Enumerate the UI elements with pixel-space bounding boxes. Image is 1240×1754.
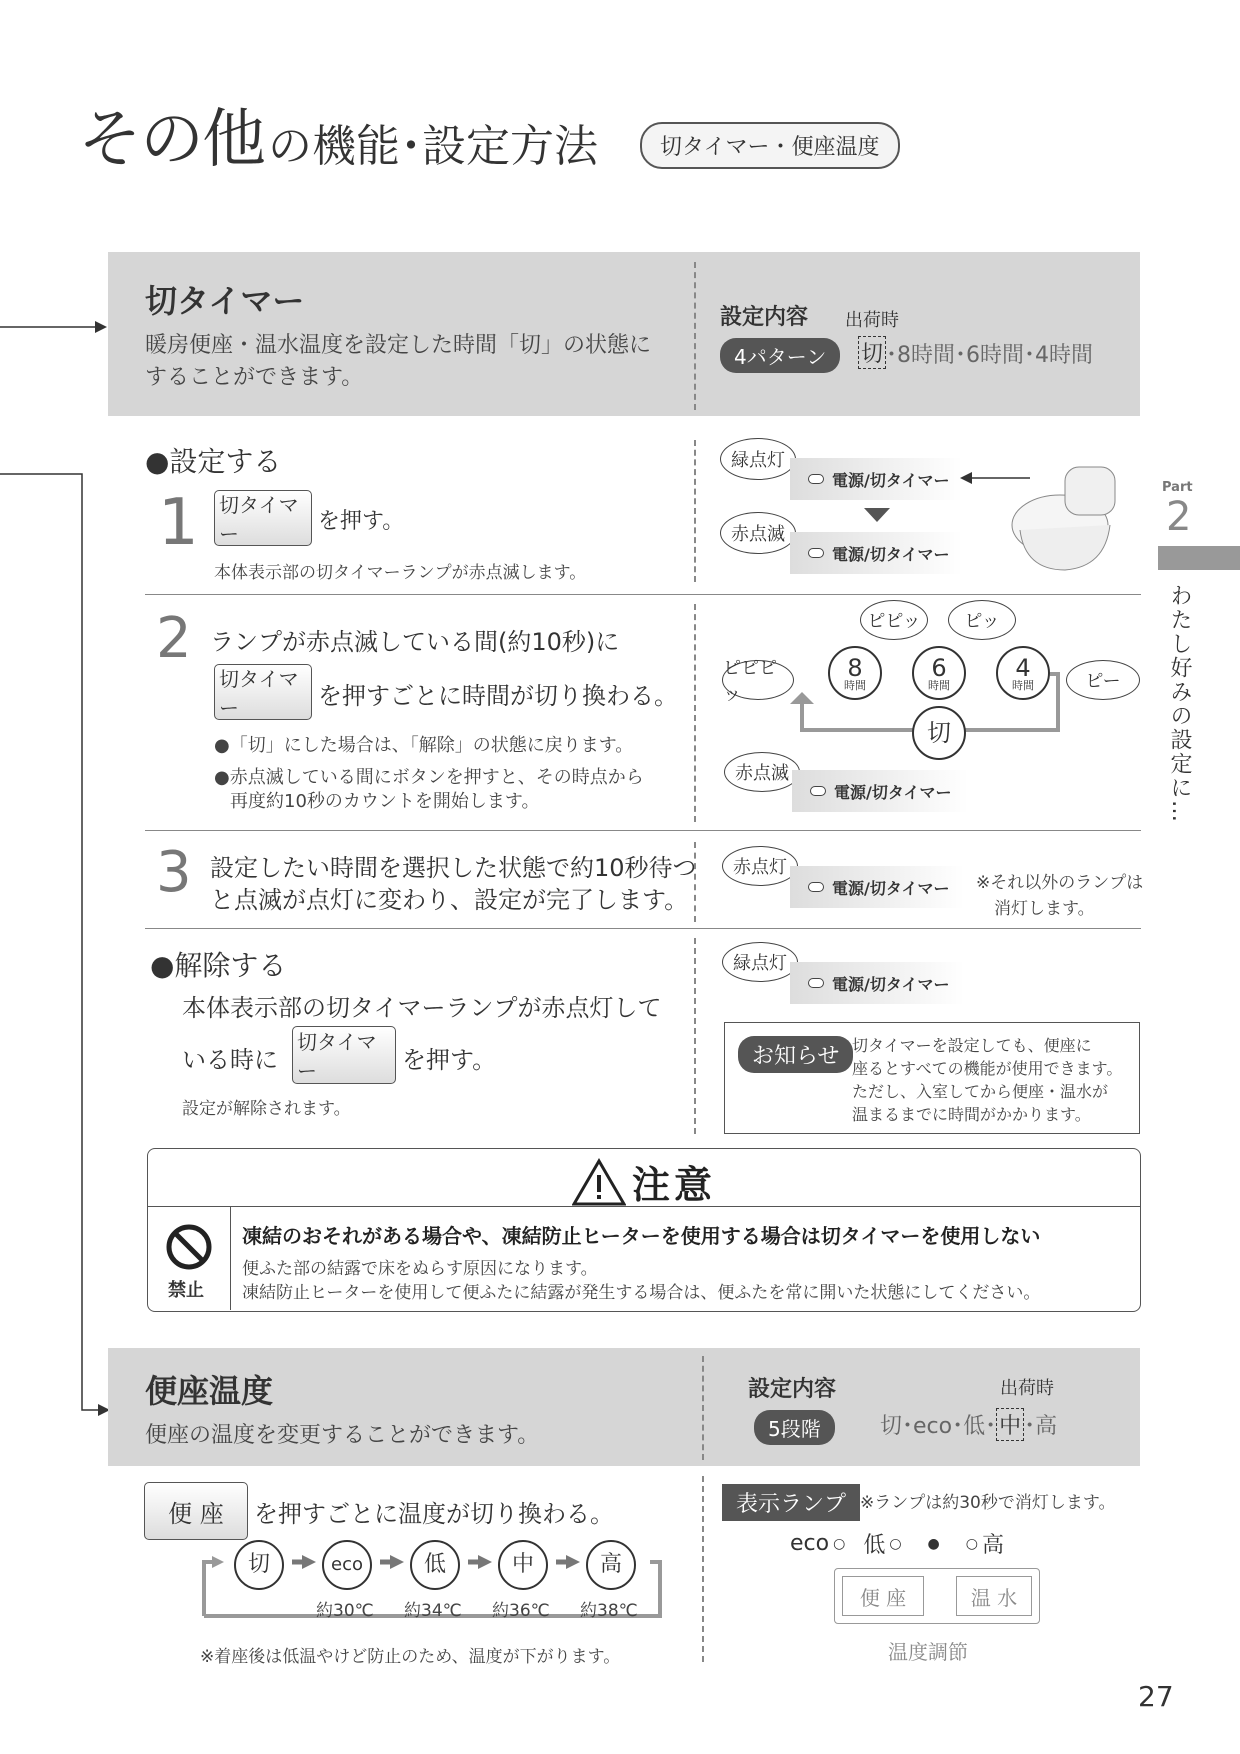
step-2-bullet1: ●「切」にした場合は、「解除」の状態に戻ります。 bbox=[214, 735, 634, 756]
divider bbox=[694, 938, 696, 1134]
divider bbox=[694, 842, 696, 922]
lamp-row bbox=[790, 1528, 1004, 1559]
cycle-8h-num: 8 bbox=[847, 653, 863, 682]
flow-arrows bbox=[0, 300, 120, 1420]
lamp-off-icon: ○ bbox=[889, 1535, 902, 1552]
caution-sub1: 便ふた部の結露で床をぬらす原因になります。 bbox=[242, 1259, 598, 1279]
seat-opt-default: 中 bbox=[996, 1408, 1024, 1441]
seat-temp-button: 便 座 bbox=[842, 1576, 924, 1616]
lamp-on-icon: ● bbox=[927, 1535, 940, 1552]
seat-desc: 便座の温度を変更することができます。 bbox=[145, 1423, 540, 1448]
release-line1: 本体表示部の切タイマーランプが赤点灯して bbox=[182, 994, 662, 1022]
warning-triangle-icon bbox=[572, 1158, 626, 1206]
divider bbox=[694, 262, 696, 410]
part-number: 2 bbox=[1166, 494, 1192, 540]
notice-text bbox=[852, 1034, 1122, 1126]
timer-desc-2: することができます。 bbox=[145, 365, 364, 390]
caution-sub2: 凍結防止ヒーターを使用して便ふたに結露が発生する場合は、便ふたを常に開いた状態にしてください。 bbox=[242, 1283, 1041, 1303]
divider bbox=[694, 440, 696, 582]
hours-unit: 時間 bbox=[844, 678, 866, 692]
cycle-off: 切 bbox=[912, 706, 966, 760]
timer-setting-label: 設定内容 bbox=[720, 305, 809, 330]
step-1-number: 1 bbox=[158, 486, 199, 560]
lamp-bar-3 bbox=[792, 770, 968, 812]
lamp-off-icon: ○ bbox=[833, 1535, 846, 1552]
temp-adjust-label: 温度調節 bbox=[888, 1640, 968, 1664]
step-1-note: 本体表示部の切タイマーランプが赤点滅します。 bbox=[214, 563, 587, 583]
seat-footnote: ※着座後は低温やけど防止のため、温度が下がります。 bbox=[200, 1647, 621, 1667]
lamp-high-label: 高 bbox=[981, 1533, 1004, 1558]
divider bbox=[702, 1476, 704, 1662]
set-heading: ●設定する bbox=[145, 445, 282, 478]
seat-opt-post: ･高 bbox=[1024, 1414, 1058, 1439]
lamp-low-label: 低 bbox=[863, 1533, 886, 1558]
lamp-label: 電源/切タイマー bbox=[832, 544, 950, 564]
side-tab-bar bbox=[1158, 546, 1240, 570]
seat-levels-badge: 5段階 bbox=[754, 1410, 835, 1445]
temp-low: 約34℃ bbox=[404, 1601, 462, 1621]
seat-cycle-high: 高 bbox=[586, 1540, 636, 1590]
seat-step-text: を押すごとに温度が切り換わる。 bbox=[254, 1500, 614, 1528]
red-blink-bubble-2: 赤点滅 bbox=[724, 752, 800, 792]
step-2-line2: を押すごとに時間が切り換わる。 bbox=[318, 682, 678, 710]
lamp-label: 電源/切タイマー bbox=[832, 974, 950, 994]
lamp-label: 電源/切タイマー bbox=[832, 878, 950, 898]
water-temp-button: 温 水 bbox=[956, 1576, 1032, 1616]
red-on-bubble: 赤点灯 bbox=[722, 846, 798, 886]
step-2-bullet2a: ●赤点滅している間にボタンを押すと、その時点から bbox=[214, 767, 644, 788]
release-heading: ●解除する bbox=[150, 949, 287, 982]
step-2-line1: ランプが赤点滅している間(約10秒)に bbox=[210, 628, 620, 656]
caution-main: 凍結のおそれがある場合や、凍結防止ヒーターを使用する場合は切タイマーを使用しない bbox=[242, 1224, 1041, 1248]
timer-key-step2: 切タイマー bbox=[214, 664, 312, 720]
other-lamps-note-1: ※それ以外のランプは bbox=[976, 873, 1144, 893]
seat-cycle-low: 低 bbox=[410, 1540, 460, 1590]
seat-key: 便 座 bbox=[144, 1482, 248, 1540]
step-2-bullet2b: 再度約10秒のカウントを開始します。 bbox=[230, 791, 540, 812]
notice-line: 温まるまでに時間がかかります。 bbox=[852, 1105, 1091, 1124]
cycle-8h bbox=[828, 646, 882, 700]
release-note: 設定が解除されます。 bbox=[182, 1099, 351, 1119]
divider bbox=[702, 1356, 704, 1460]
seat-options bbox=[880, 1408, 1057, 1441]
hours-unit: 時間 bbox=[1012, 678, 1034, 692]
notice-line: 座るとすべての機能が使用できます。 bbox=[852, 1059, 1123, 1078]
seat-opt-pre: 切･eco･低･ bbox=[880, 1414, 997, 1439]
rule bbox=[145, 830, 1141, 831]
divider bbox=[694, 604, 696, 822]
caution-title-wrap bbox=[572, 1154, 716, 1209]
sound-bubble-pipipit: ピピピッ bbox=[722, 660, 794, 700]
lamp-blink-icon bbox=[810, 786, 826, 796]
lamp-icon bbox=[808, 474, 824, 484]
lamp-blink-icon bbox=[808, 548, 824, 558]
side-vertical-text: わたし好みの設定に… bbox=[1167, 584, 1192, 824]
timer-key-release: 切タイマー bbox=[292, 1026, 396, 1084]
release-line2b: を押す。 bbox=[402, 1046, 497, 1074]
step-1-text: を押す。 bbox=[318, 509, 405, 534]
seat-cycle-off: 切 bbox=[234, 1540, 284, 1590]
hours-unit: 時間 bbox=[928, 678, 950, 692]
other-lamps-note-2: 消灯します。 bbox=[994, 899, 1095, 919]
step-3-number: 3 bbox=[156, 840, 192, 905]
lamp-bar-4 bbox=[790, 866, 964, 908]
seat-setting-label: 設定内容 bbox=[748, 1377, 837, 1402]
lamp-bar-2 bbox=[790, 532, 962, 574]
lamp-bar-1 bbox=[790, 458, 962, 500]
part-label: Part bbox=[1162, 480, 1193, 495]
temp-eco: 約30℃ bbox=[316, 1601, 374, 1621]
timer-options: ･8時間･6時間･4時間 bbox=[886, 343, 1093, 368]
sound-bubble-pipit: ピピッ bbox=[860, 600, 928, 640]
lamp-label: 電源/切タイマー bbox=[832, 470, 950, 490]
timer-patterns-badge: 4パターン bbox=[720, 338, 840, 373]
sound-bubble-pit: ピッ bbox=[948, 600, 1016, 640]
section-tag: 切タイマー・便座温度 bbox=[640, 122, 900, 169]
timer-default-label: 出荷時 bbox=[845, 310, 899, 331]
prohibit-label: 禁止 bbox=[168, 1280, 204, 1301]
cycle-6h bbox=[912, 646, 966, 700]
rule bbox=[145, 594, 1141, 595]
toilet-icon bbox=[1005, 455, 1125, 575]
release-line2a: いる時に bbox=[182, 1046, 278, 1074]
timer-heading: 切タイマー bbox=[145, 282, 305, 320]
triangle-down-icon bbox=[864, 508, 890, 524]
lamp-title: 表示ランプ bbox=[722, 1484, 860, 1521]
green-on-bubble: 緑点灯 bbox=[720, 438, 796, 480]
seat-heading: 便座温度 bbox=[145, 1372, 274, 1410]
temp-high: 約38℃ bbox=[580, 1601, 638, 1621]
lamp-icon bbox=[808, 882, 824, 892]
seat-cycle-eco: eco bbox=[322, 1540, 372, 1590]
step-3-line2: と点滅が点灯に変わり、設定が完了します。 bbox=[210, 886, 689, 914]
lamp-off-icon: ○ bbox=[965, 1535, 978, 1552]
page-title-main: その他 bbox=[78, 103, 264, 177]
caution-title: 注意 bbox=[632, 1163, 717, 1207]
lamp-eco-label: eco bbox=[790, 1531, 830, 1556]
timer-desc-1: 暖房便座・温水温度を設定した時間「切」の状態に bbox=[145, 333, 652, 358]
lamp-bar-5 bbox=[790, 962, 964, 1004]
seat-cycle-mid: 中 bbox=[498, 1540, 548, 1590]
notice-line: 切タイマーを設定しても、便座に bbox=[852, 1036, 1092, 1055]
temp-mid: 約36℃ bbox=[492, 1601, 550, 1621]
page-title-rest: の機能･設定方法 bbox=[268, 121, 598, 172]
green-on-bubble-2: 緑点灯 bbox=[722, 942, 798, 982]
lamp-icon bbox=[808, 978, 824, 988]
red-blink-bubble: 赤点滅 bbox=[720, 512, 796, 554]
rule bbox=[145, 928, 1141, 929]
caution-col-divider bbox=[230, 1206, 231, 1310]
timer-key-step1: 切タイマー bbox=[214, 490, 312, 546]
cycle-6h-num: 6 bbox=[931, 653, 947, 682]
step-2-number: 2 bbox=[156, 606, 192, 671]
prohibit-icon bbox=[164, 1222, 214, 1272]
sound-bubble-pi: ピー bbox=[1066, 660, 1140, 700]
cycle-4h-num: 4 bbox=[1015, 653, 1031, 682]
seat-default-label: 出荷時 bbox=[1000, 1378, 1054, 1399]
page-number: 27 bbox=[1138, 1680, 1174, 1713]
lamp-note: ※ランプは約30秒で消灯します。 bbox=[860, 1493, 1116, 1513]
notice-label: お知らせ bbox=[738, 1036, 853, 1073]
notice-line: ただし、入室してから便座・温水が bbox=[852, 1082, 1109, 1101]
step-3-line1: 設定したい時間を選択した状態で約10秒待つ bbox=[210, 854, 697, 882]
timer-default-value: 切 bbox=[858, 336, 886, 369]
cycle-4h bbox=[996, 646, 1050, 700]
lamp-label: 電源/切タイマー bbox=[834, 782, 952, 802]
